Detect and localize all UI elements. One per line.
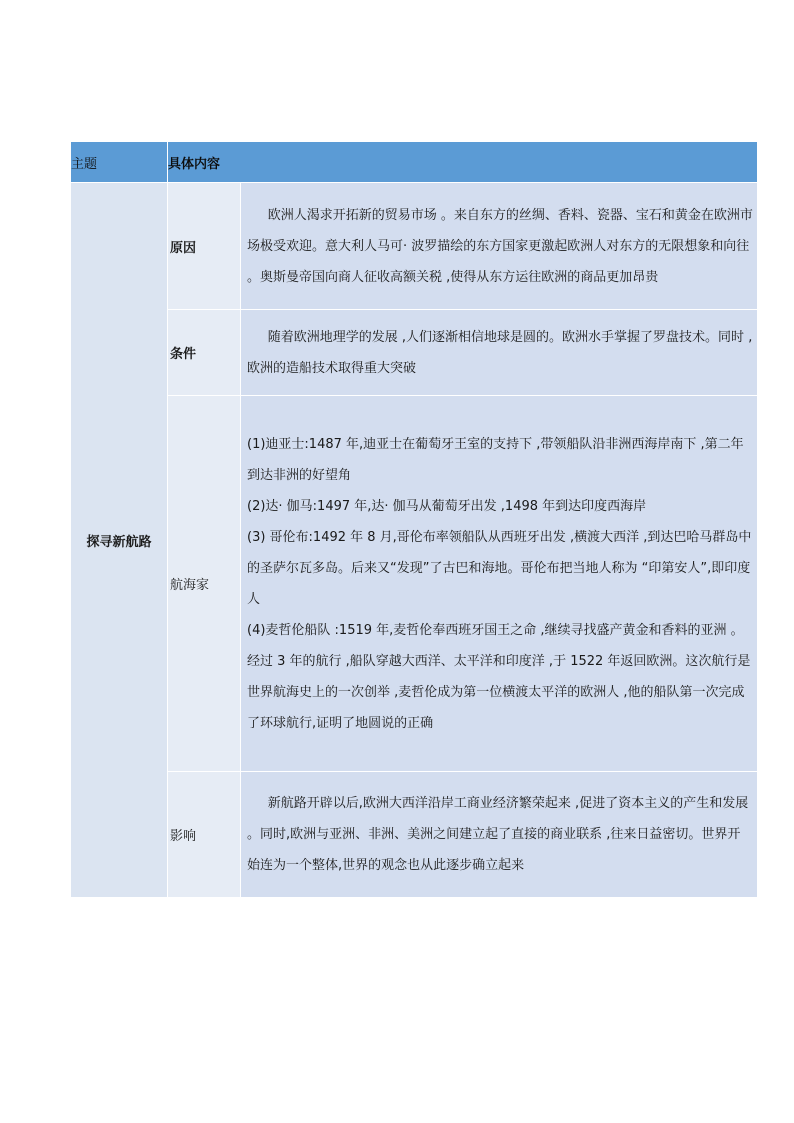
table-row-navigators	[71, 396, 758, 772]
paragraph: 新航路开辟以后,欧洲大西洋沿岸工商业经济繁荣起来 ,促进了资本主义的产生和发展 。同时,欧洲与亚洲、非洲、美洲之间建立起了直接的商业联系 ,往来日益密切。世界开始连为一个整体,世界的观念也从此逐步确立起来	[247, 796, 749, 873]
paragraph: (2)达· 伽马:1497 年,达· 伽马从葡萄牙出发 ,1498 年到达印度西海岸	[247, 498, 647, 514]
header-content: 具体内容	[168, 142, 758, 183]
paragraph: (3) 哥伦布:1492 年 8 月,哥伦布率领船队从西班牙出发 ,横渡大西洋 ,到达巴哈马群岛中的圣萨尔瓦多岛。后来又“发现”了古巴和海地。哥伦布把当地人称为 “印第安人”,即印度人	[247, 529, 752, 607]
row-label-impact: 影响	[168, 772, 241, 898]
header-topic: 主题	[71, 142, 168, 183]
row-content-condition	[241, 310, 758, 396]
row-label-reason: 原因	[168, 183, 241, 310]
paragraph: 随着欧洲地理学的发展 ,人们逐渐相信地球是圆的。欧洲水手掌握了罗盘技术。同时 ,欧洲的造船技术取得重大突破	[247, 329, 753, 376]
table-row-impact	[71, 772, 758, 898]
row-label-navigators: 航海家	[168, 396, 241, 772]
row-content-navigators	[241, 396, 758, 772]
row-label-condition: 条件	[168, 310, 241, 396]
table-row-reason	[71, 183, 758, 310]
paragraph: (1)迪亚士:1487 年,迪亚士在葡萄牙王室的支持下 ,带领船队沿非洲西海岸南下 ,第二年到达非洲的好望角	[247, 436, 744, 483]
table-header-row	[71, 142, 758, 183]
row-content-reason	[241, 183, 758, 310]
row-content-impact	[241, 772, 758, 898]
table-row-condition	[71, 310, 758, 396]
history-table	[70, 141, 758, 898]
topic-cell: 探寻新航路	[71, 183, 168, 898]
paragraph: 欧洲人渴求开拓新的贸易市场 。来自东方的丝绸、香料、瓷器、宝石和黄金在欧洲市场极受欢迎。意大利人马可· 波罗描绘的东方国家更激起欧洲人对东方的无限想象和向往 。奥斯曼帝国向商人征收高额关税 ,使得从东方运往欧洲的商品更加昂贵	[247, 207, 753, 285]
paragraph: (4)麦哲伦船队 :1519 年,麦哲伦奉西班牙国王之命 ,继续寻找盛产黄金和香料的亚洲 。经过 3 年的航行 ,船队穿越大西洋、太平洋和印度洋 ,于 1522 年返回欧洲。这次航行是世界航海史上的一次创举 ,麦哲伦成为第一位横渡太平洋的欧洲人 ,他的船队第一次完成了环球航行,证明了地圆说的正确	[247, 622, 751, 731]
